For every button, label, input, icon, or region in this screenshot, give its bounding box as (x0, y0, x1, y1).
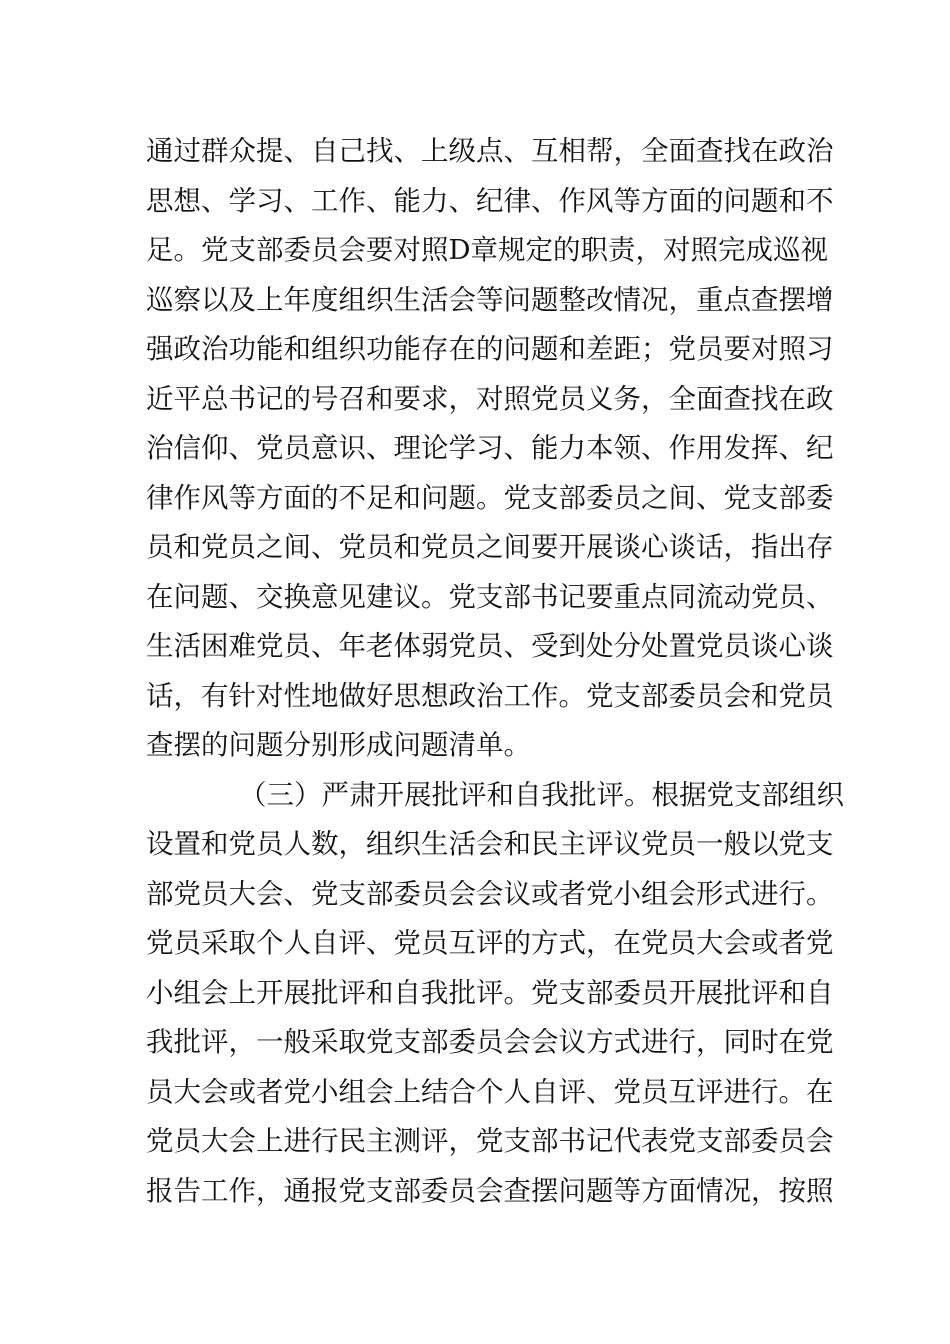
text-line: 党员大会上进行民主测评，党支部书记代表党支部委员会 (146, 1125, 834, 1157)
text-line: 思想、学习、工作、能力、纪律、作风等方面的问题和不 (146, 184, 834, 217)
text-line: 党员采取个人自评、党员互评的方式，在党员大会或者党 (146, 927, 834, 959)
text-line: 小组会上开展批评和自我批评。党支部委员开展批评和自 (146, 976, 834, 1009)
text-line: 报告工作，通报党支部委员会查摆问题等方面情况，按照 (146, 1174, 834, 1207)
text-line: 员和党员之间、党员和党员之间要开展谈心谈话，指出存 (146, 531, 834, 563)
section-heading-line: （三）严肃开展批评和自我批评。根据党支部组织 (239, 778, 844, 811)
text-line: 话，有针对性地做好思想政治工作。党支部委员会和党员 (146, 679, 834, 712)
text-line: 生活困难党员、年老体弱党员、受到处分处置党员谈心谈 (146, 630, 834, 662)
body-text (146, 127, 844, 1216)
text-line: 部党员大会、党支部委员会会议或者党小组会形式进行。 (146, 877, 834, 910)
text-line: 通过群众提、自己找、上级点、互相帮，全面查找在政治 (146, 135, 834, 167)
text-line: 员大会或者党小组会上结合个人自评、党员互评进行。在 (146, 1075, 834, 1108)
text-line: 巡察以及上年度组织生活会等问题整改情况，重点查摆增 (146, 283, 834, 316)
text-line: 强政治功能和组织功能存在的问题和差距；党员要对照习 (146, 333, 834, 365)
text-line: 查摆的问题分别形成问题清单。 (146, 729, 531, 761)
text-line: 我批评，一般采取党支部委员会会议方式进行，同时在党 (146, 1026, 834, 1058)
text-line: 治信仰、党员意识、理论学习、能力本领、作用发挥、纪 (146, 432, 834, 464)
text-line: 足。党支部委员会要对照D章规定的职责，对照完成巡视 (146, 234, 829, 266)
text-line: 律作风等方面的不足和问题。党支部委员之间、党支部委 (146, 481, 834, 514)
text-line: 近平总书记的号召和要求，对照党员义务，全面查找在政 (146, 382, 834, 415)
text-line: 在问题、交换意见建议。党支部书记要重点同流动党员、 (146, 580, 834, 613)
text-line: 设置和党员人数，组织生活会和民主评议党员一般以党支 (146, 828, 834, 860)
